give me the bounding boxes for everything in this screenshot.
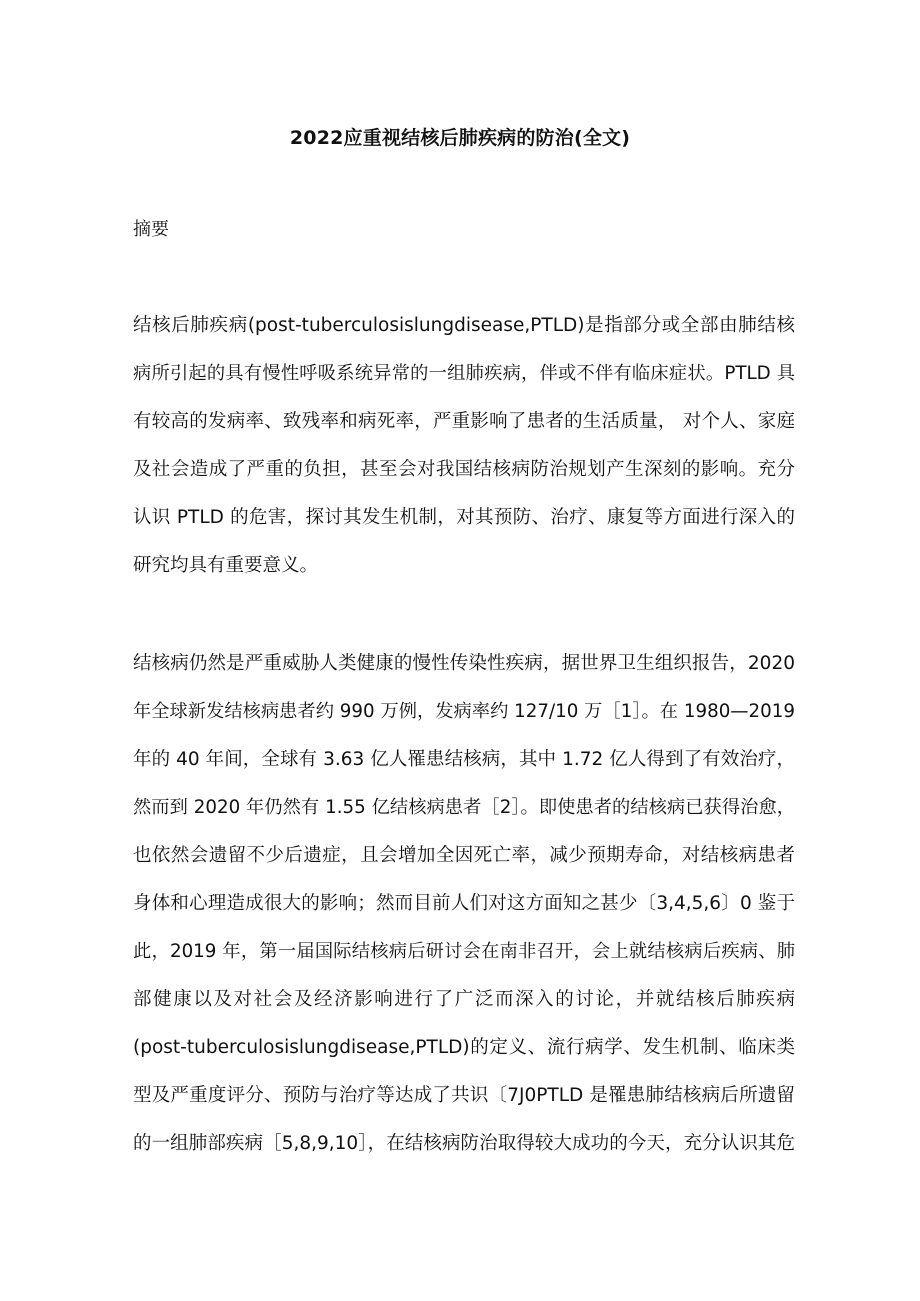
text-line: 病所引起的具有慢性呼吸系统异常的一组肺疾病，伴或不伴有临床症状。PTLD 具 bbox=[133, 363, 795, 384]
text-line: 认识 PTLD 的危害，探讨其发生机制，对其预防、治疗、康复等方面进行深入的 bbox=[133, 507, 795, 528]
text-line: 有较高的发病率、致残率和病死率，严重影响了患者的生活质量， 对个人、家庭 bbox=[133, 411, 795, 432]
text-line: 的一组肺部疾病［5,8,9,10］，在结核病防治取得较大成功的今天，充分认识其危 bbox=[133, 1133, 795, 1154]
text-line: 然而到 2020 年仍然有 1.55 亿结核病患者［2］。即使患者的结核病已获得治愈， bbox=[133, 797, 795, 818]
text-line: 也依然会遗留不少后遗症，且会增加全因死亡率，减少预期寿命，对结核病患者 bbox=[133, 845, 795, 866]
text-line: 型及严重度评分、预防与治疗等达成了共识〔7J0PTLD 是罹患肺结核病后所遗留 bbox=[133, 1085, 795, 1106]
text-line: 身体和心理造成很大的影响；然而目前人们对这方面知之甚少〔3,4,5,6〕0 鉴于 bbox=[133, 893, 795, 914]
text-line: 年全球新发结核病患者约 990 万例，发病率约 127/10 万［1］。在 1980—2019 bbox=[133, 701, 795, 722]
paragraph-body bbox=[133, 650, 795, 1178]
text-line: (post-tuberculosislungdisease,PTLD)的定义、流行病学、发生机制、临床类 bbox=[133, 1037, 795, 1058]
text-line: 结核病仍然是严重威胁人类健康的慢性传染性疾病，据世界卫生组织报告，2020 bbox=[133, 653, 795, 674]
abstract-heading: 摘要 bbox=[133, 219, 169, 240]
text-line: 年的 40 年间，全球有 3.63 亿人罹患结核病，其中 1.72 亿人得到了有效治疗， bbox=[133, 749, 795, 770]
text-line: 研究均具有重要意义。 bbox=[133, 555, 319, 576]
text-line: 及社会造成了严重的负担，甚至会对我国结核病防治规划产生深刻的影响。充分 bbox=[133, 459, 795, 480]
text-line: 此，2019 年，第一届国际结核病后研讨会在南非召开，会上就结核病后疾病、肺 bbox=[133, 941, 795, 962]
paragraph-abstract bbox=[133, 312, 795, 600]
text-line: 结核后肺疾病(post-tuberculosislungdisease,PTLD)是指部分或全部由肺结核 bbox=[133, 315, 795, 336]
document-title: 2022应重视结核后肺疾病的防治(全文) bbox=[289, 127, 631, 149]
text-line: 部健康以及对社会及经济影响进行了广泛而深入的讨论，并就结核后肺疾病 bbox=[133, 989, 795, 1010]
